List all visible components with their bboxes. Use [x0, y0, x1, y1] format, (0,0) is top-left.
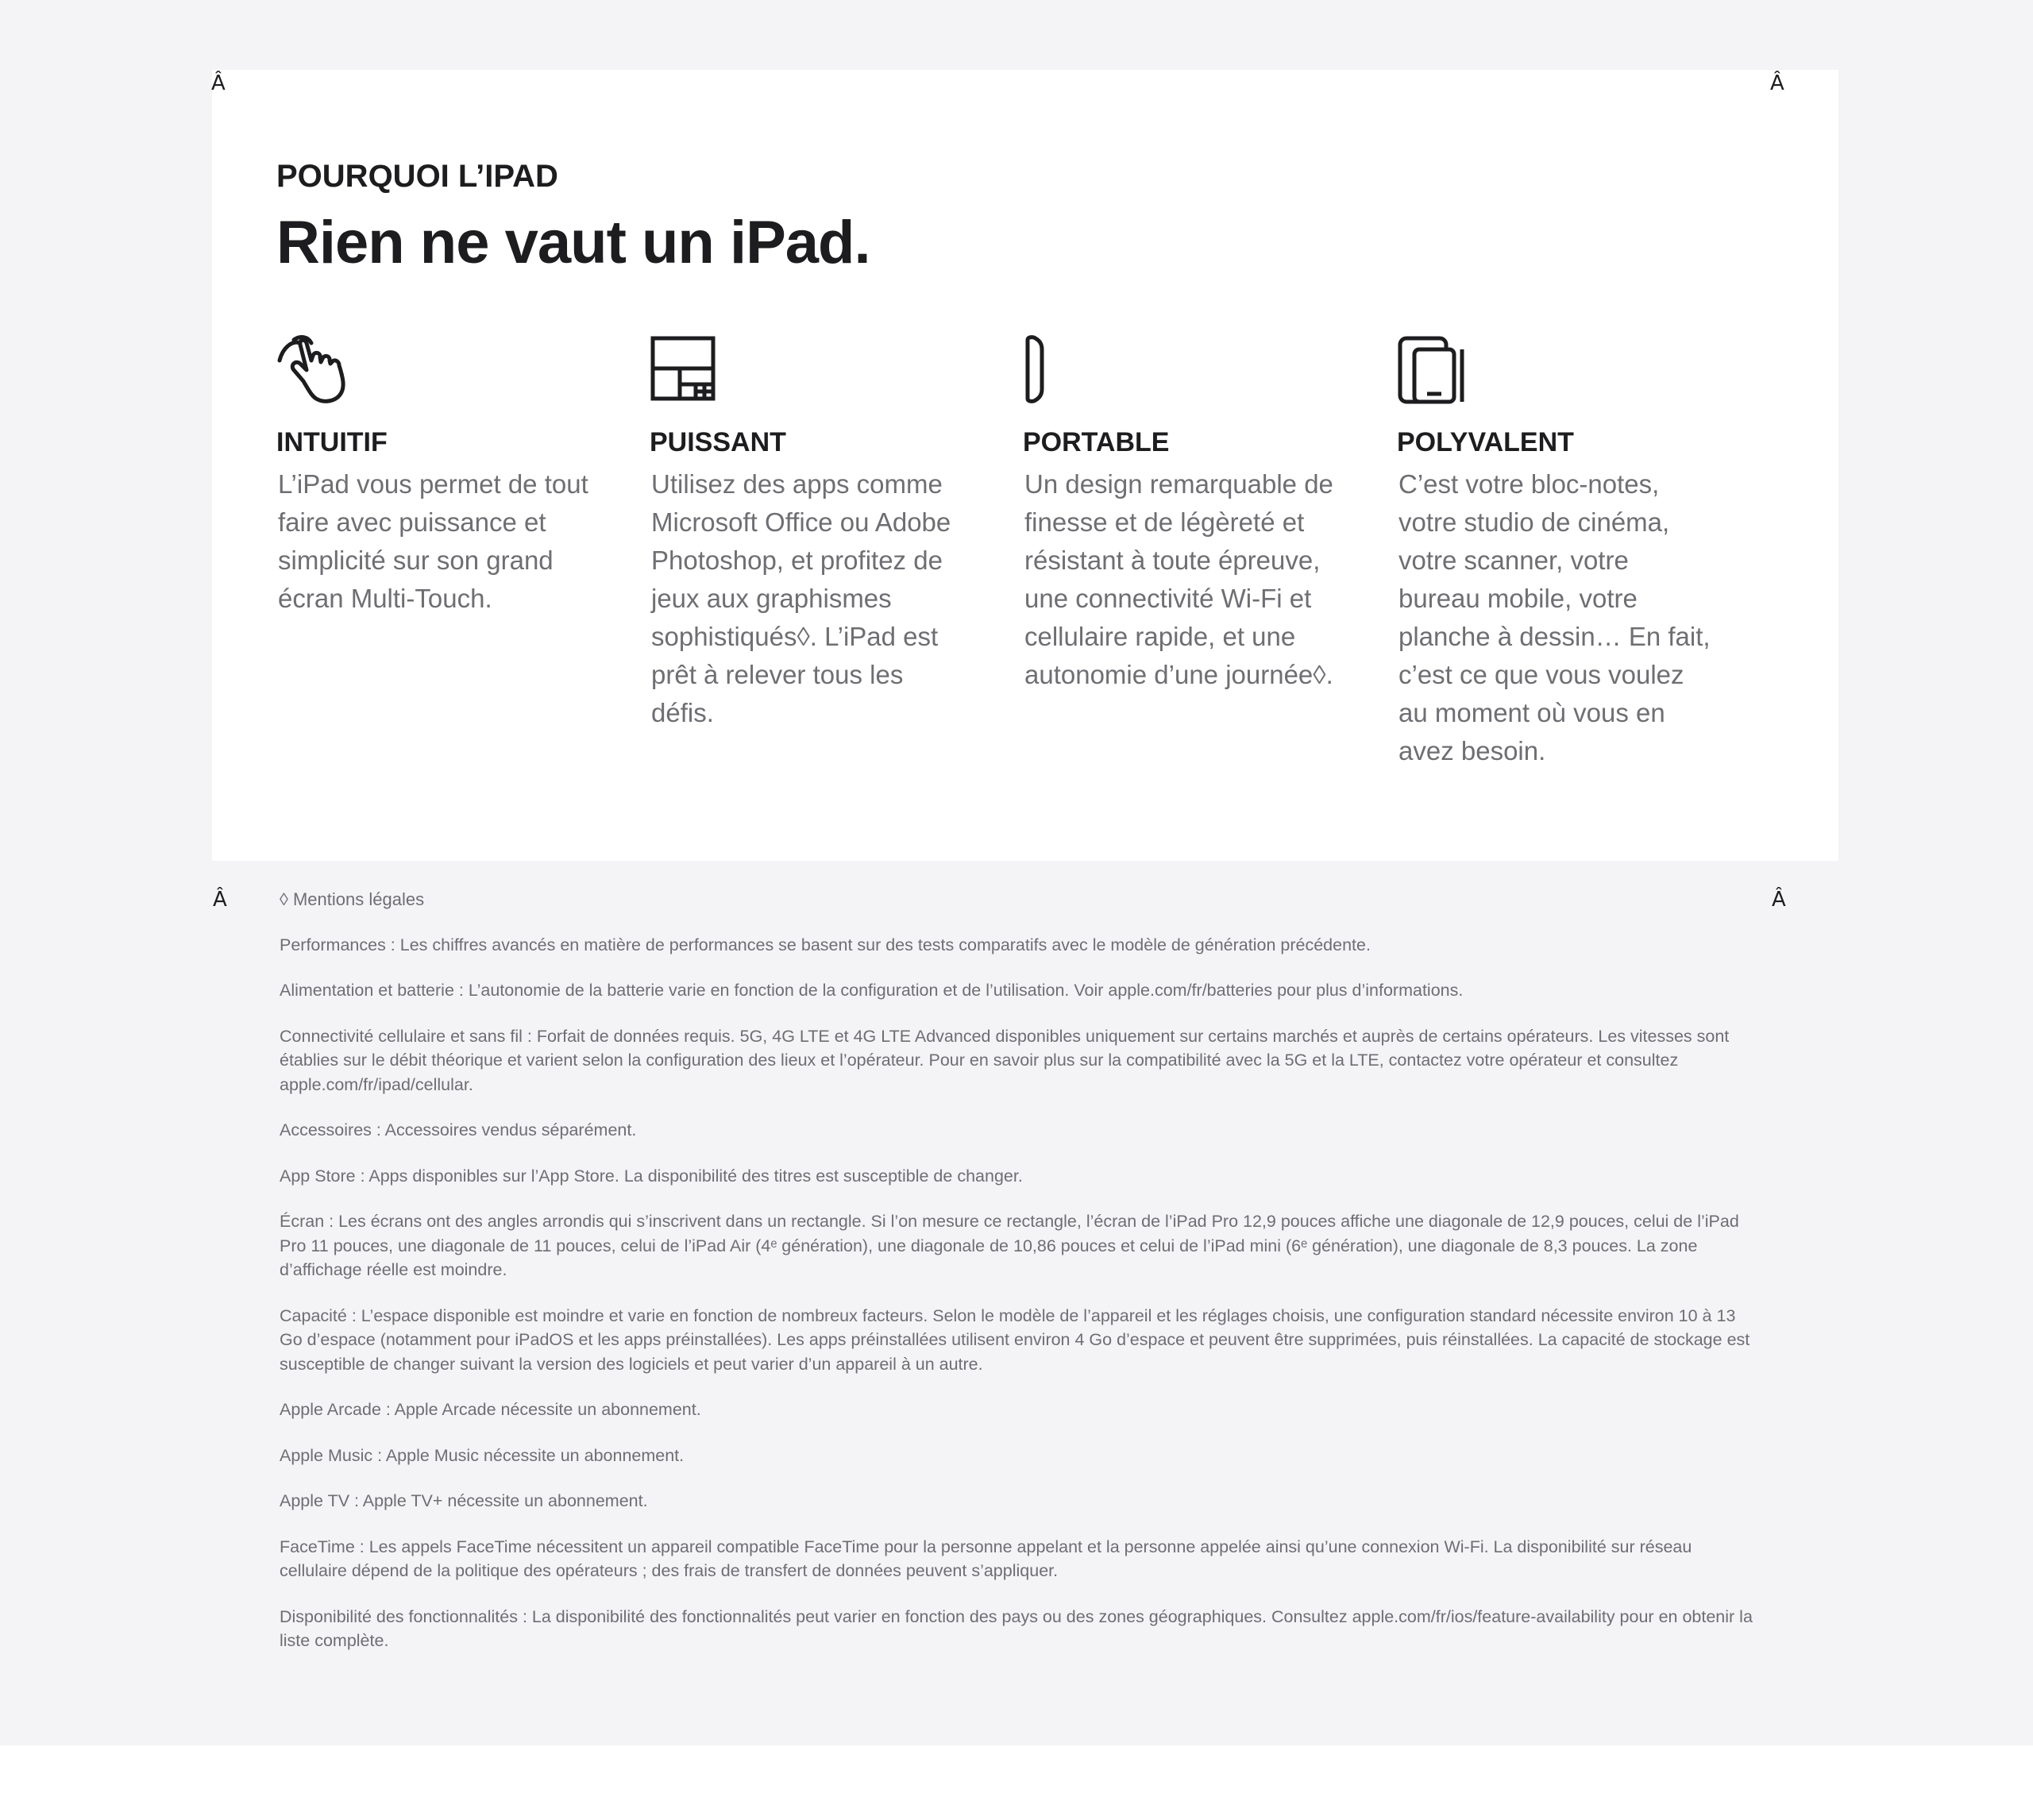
legal-note: Apple TV : Apple TV+ nécessite un abonnement. — [280, 1491, 648, 1510]
stray-glyph: Â — [1772, 888, 1786, 912]
feature-title: INTUITIF — [276, 427, 388, 457]
feature-title: PORTABLE — [1023, 427, 1170, 457]
legal-note: Alimentation et batterie : L’autonomie de la batterie varie en fonction de la configuration et de l’utilisation. Voir apple.com/fr/batteries pour plus d’informations. — [280, 981, 1464, 1000]
feature-portable — [1023, 334, 1341, 689]
feature-text: Un design remarquable de finesse et de légèreté et résistant à toute épreuve, une connectivité Wi-Fi et cellulaire rapide, et une autonomie d’une journée◊. — [1024, 469, 1333, 689]
legal-note: Capacité : L’espace disponible est moindre et varie en fonction de nombreux facteurs. Selon le modèle de l’appareil et les réglages choisis, une configuration standard nécessite environ 10 à 13 Go d’espace (notamment pour iPadOS et les apps préinstallées). Les apps préinstallées utilisent environ 4 Go d’espace et peuvent être supprimées, puis réinstallées. La capacité de stockage est susceptible de changer suivant la version des logiciels et peut varier d’un appareil à un autre. — [280, 1305, 1750, 1374]
legal-note: Connectivité cellulaire et sans fil : Forfait de données requis. 5G, 4G LTE et 4G LTE Advanced disponibles uniquement sur certains marchés et auprès de certains opérateurs. Les vitesses sont établies sur le débit théorique et varient selon la configuration des lieux et l’opérateur. Pour en savoir plus sur la compatibilité avec la 5G et la LTE, contactez votre opérateur et consultez apple.com/fr/ipad/cellular. — [280, 1026, 1730, 1094]
legal-note: Apple Arcade : Apple Arcade nécessite un abonnement. — [280, 1400, 701, 1419]
section-eyebrow: POURQUOI L’IPAD — [276, 159, 558, 194]
touch-hand-icon — [276, 334, 356, 405]
feature-text: C’est votre bloc-notes, votre studio de cinéma, votre scanner, votre bureau mobile, votre planche à dessin… En fait, c’est ce que vous voulez au moment où vous en avez besoin. — [1398, 469, 1711, 765]
legal-note: Performances : Les chiffres avancés en matière de performances se basent sur des tests comparatifs avec le modèle de génération précédente. — [280, 935, 1371, 954]
legal-note: Accessoires : Accessoires vendus séparément. — [280, 1120, 637, 1139]
feature-text: Utilisez des apps comme Microsoft Office ou Adobe Photoshop, et profitez de jeux aux graphismes sophistiqués◊. L’iPad est prêt à relever tous les défis. — [651, 469, 951, 727]
legal-notes — [280, 888, 1757, 1675]
legal-note: FaceTime : Les appels FaceTime nécessitent un appareil compatible FaceTime pour la personne appelant et la personne appelée ainsi qu’une connexion Wi-Fi. La disponibilité sur réseau cellulaire dépend de la politique des opérateurs ; des frais de transfert de données peuvent s’appliquer. — [280, 1537, 1692, 1580]
section-headline: Rien ne vaut un iPad. — [276, 209, 870, 276]
tablet-pencil-icon — [1397, 334, 1476, 405]
legal-note: Apple Music : Apple Music nécessite un abonnement. — [280, 1445, 685, 1465]
legal-note: Écran : Les écrans ont des angles arrondis qui s’inscrivent dans un rectangle. Si l’on mesure ce rectangle, l’écran de l’iPad Pro 12,9 pouces affiche une diagonale de 12,9 pouces, celui de l’iPad Pro 11 pouces, une diagonale de 11 pouces, celui de l’iPad Air (4ᵉ génération), une diagonale de 10,86 pouces et celui de l’iPad mini (6ᵉ génération), une diagonale de 8,3 pouces. La zone d’affichage réelle est moindre. — [280, 1212, 1739, 1279]
feature-polyvalent — [1397, 334, 1715, 765]
stray-glyph: Â — [211, 71, 226, 95]
feature-intuitif — [276, 334, 594, 613]
stray-glyph: Â — [213, 888, 227, 912]
feature-text: L’iPad vous permet de tout faire avec puissance et simplicité sur son grand écran Multi-Touch. — [278, 469, 588, 613]
thin-device-icon — [1023, 334, 1102, 405]
feature-puissant — [650, 334, 967, 727]
legal-title: ◊ Mentions légales — [280, 889, 425, 909]
stray-glyph: Â — [1770, 71, 1784, 95]
window-layout-icon — [650, 334, 729, 405]
feature-title: POLYVALENT — [1397, 427, 1574, 457]
legal-note: App Store : Apps disponibles sur l’App Store. La disponibilité des titres est susceptible de changer. — [280, 1166, 1023, 1186]
feature-title: PUISSANT — [650, 427, 786, 457]
legal-note: Disponibilité des fonctionnalités : La disponibilité des fonctionnalités peut varier en fonction des pays ou des zones géographiques. Consultez apple.com/fr/ios/feature-availability pour en obtenir la liste complète. — [280, 1606, 1753, 1650]
